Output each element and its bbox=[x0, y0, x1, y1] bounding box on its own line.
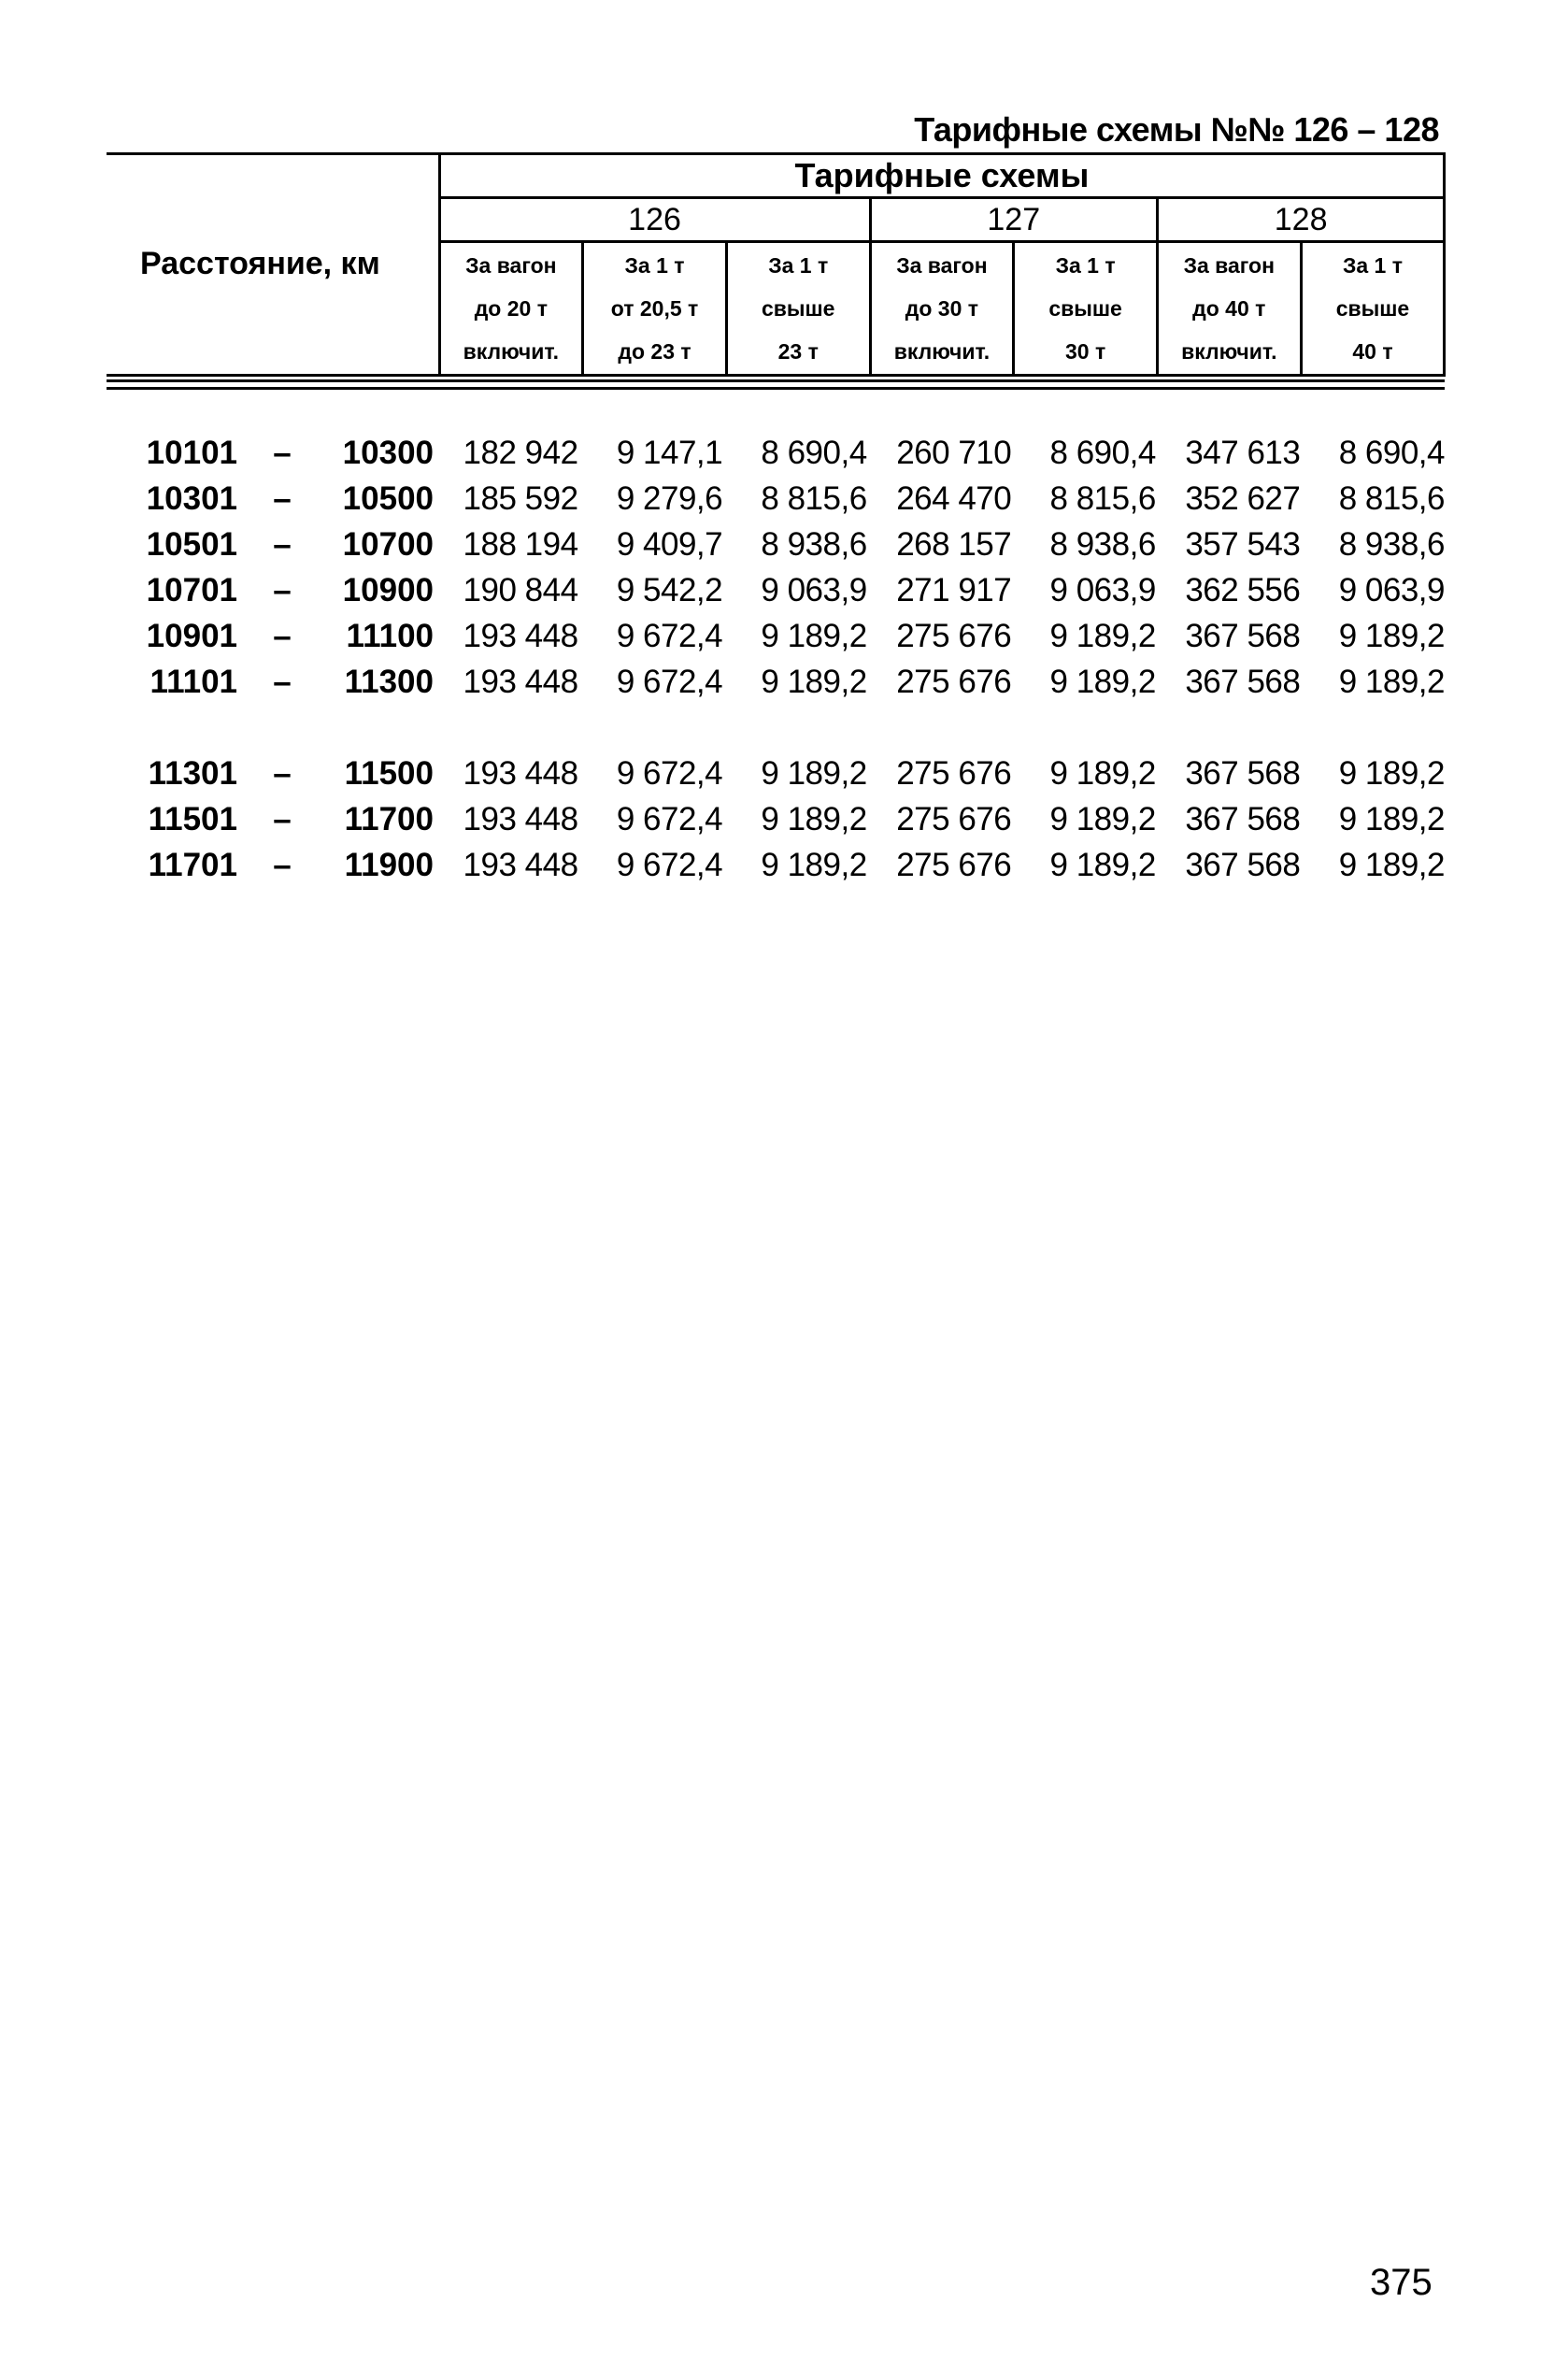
sub-column-line: до 23 т bbox=[618, 339, 691, 364]
range-dash: – bbox=[273, 617, 292, 654]
sub-column-line: За вагон bbox=[896, 253, 988, 278]
sub-column-line: За 1 т bbox=[1055, 253, 1116, 278]
rate-value: 264 470 bbox=[896, 479, 1012, 517]
distance-from: 11501 bbox=[148, 800, 237, 837]
rate-value: 9 189,2 bbox=[1049, 846, 1156, 883]
sub-column-line: За вагон bbox=[465, 253, 557, 278]
rate-value: 190 844 bbox=[463, 571, 578, 608]
rate-value: 8 938,6 bbox=[1049, 525, 1156, 563]
rate-value: 9 189,2 bbox=[1338, 800, 1445, 837]
rate-value: 9 672,4 bbox=[616, 846, 723, 883]
rate-value: 275 676 bbox=[896, 754, 1012, 792]
sub-column-header bbox=[1301, 242, 1445, 376]
distance-to: 11500 bbox=[344, 754, 434, 792]
sub-column-line: 40 т bbox=[1352, 339, 1393, 364]
distance-from: 11301 bbox=[148, 754, 237, 792]
rate-value: 9 672,4 bbox=[616, 663, 723, 700]
range-dash: – bbox=[273, 846, 292, 883]
table-row bbox=[107, 476, 1445, 522]
rate-table-group-1 bbox=[107, 430, 1445, 705]
rate-value: 193 448 bbox=[463, 617, 578, 654]
rate-value: 9 063,9 bbox=[761, 571, 867, 608]
sub-column-line: 23 т bbox=[777, 339, 819, 364]
rate-value: 9 189,2 bbox=[1338, 663, 1445, 700]
distance-from: 10901 bbox=[146, 617, 237, 654]
rate-value: 8 815,6 bbox=[761, 479, 867, 517]
distance-from: 10501 bbox=[146, 525, 237, 563]
table-row bbox=[107, 796, 1445, 842]
sub-column-line: свыше bbox=[761, 296, 835, 321]
scheme-127-header: 127 bbox=[870, 198, 1157, 242]
rate-value: 352 627 bbox=[1185, 479, 1301, 517]
rate-value: 347 613 bbox=[1185, 434, 1301, 471]
distance-to: 11300 bbox=[344, 663, 434, 700]
rate-value: 367 568 bbox=[1185, 663, 1301, 700]
rate-value: 260 710 bbox=[896, 434, 1012, 471]
rate-value: 9 189,2 bbox=[761, 663, 867, 700]
rate-value: 367 568 bbox=[1185, 754, 1301, 792]
rate-value: 9 409,7 bbox=[616, 525, 723, 563]
rate-table-group-2 bbox=[107, 751, 1445, 888]
sub-column-line: свыше bbox=[1335, 296, 1410, 321]
sub-column-line: включит. bbox=[1181, 339, 1277, 364]
rate-value: 9 189,2 bbox=[1338, 754, 1445, 792]
rate-value: 367 568 bbox=[1185, 617, 1301, 654]
table-row bbox=[107, 567, 1445, 613]
rate-value: 9 672,4 bbox=[616, 617, 723, 654]
rate-value: 357 543 bbox=[1185, 525, 1301, 563]
rate-value: 9 063,9 bbox=[1049, 571, 1156, 608]
sub-column-header bbox=[726, 242, 870, 376]
tariff-header-table bbox=[107, 152, 1446, 377]
rate-value: 367 568 bbox=[1185, 846, 1301, 883]
sub-column-line: до 40 т bbox=[1192, 296, 1266, 321]
distance-to: 10300 bbox=[342, 434, 434, 471]
tariff-schemes-header: Тарифные схемы bbox=[439, 154, 1445, 198]
distance-to: 11100 bbox=[346, 617, 434, 654]
rate-value: 9 189,2 bbox=[1338, 846, 1445, 883]
sub-column-line: За 1 т bbox=[1342, 253, 1403, 278]
scheme-126-header: 126 bbox=[439, 198, 870, 242]
sub-column-line: до 30 т bbox=[905, 296, 979, 321]
distance-from: 10301 bbox=[146, 479, 237, 517]
rate-value: 8 690,4 bbox=[1049, 434, 1156, 471]
rate-value: 275 676 bbox=[896, 846, 1012, 883]
header-double-rule-lower bbox=[107, 387, 1445, 390]
rate-value: 268 157 bbox=[896, 525, 1012, 563]
range-dash: – bbox=[273, 434, 292, 471]
table-row bbox=[107, 522, 1445, 567]
rate-value: 193 448 bbox=[463, 800, 578, 837]
distance-to: 10900 bbox=[342, 571, 434, 608]
distance-header: Расстояние, км bbox=[107, 154, 439, 376]
page-title: Тарифные схемы №№ 126 – 128 bbox=[914, 110, 1439, 149]
rate-value: 9 189,2 bbox=[761, 754, 867, 792]
page-number: 375 bbox=[1370, 2262, 1433, 2303]
distance-to: 10500 bbox=[342, 479, 434, 517]
sub-column-line: включит. bbox=[893, 339, 991, 364]
rate-value: 8 938,6 bbox=[1338, 525, 1445, 563]
sub-column-header bbox=[1014, 242, 1158, 376]
range-dash: – bbox=[273, 800, 292, 837]
rate-value: 9 189,2 bbox=[761, 846, 867, 883]
rate-value: 9 189,2 bbox=[1338, 617, 1445, 654]
table-row bbox=[107, 842, 1445, 888]
sub-column-line: За вагон bbox=[1183, 253, 1275, 278]
sub-column-header bbox=[439, 242, 583, 376]
rate-value: 9 189,2 bbox=[761, 800, 867, 837]
distance-from: 10701 bbox=[146, 571, 237, 608]
rate-value: 9 189,2 bbox=[1049, 617, 1156, 654]
rate-value: 193 448 bbox=[463, 846, 578, 883]
table-row bbox=[107, 613, 1445, 659]
rate-value: 9 672,4 bbox=[616, 800, 723, 837]
rate-value: 9 147,1 bbox=[616, 434, 723, 471]
rate-value: 362 556 bbox=[1185, 571, 1301, 608]
range-dash: – bbox=[273, 479, 292, 517]
table-row bbox=[107, 430, 1445, 476]
rate-value: 9 189,2 bbox=[1049, 754, 1156, 792]
rate-value: 8 690,4 bbox=[1338, 434, 1445, 471]
rate-value: 8 938,6 bbox=[761, 525, 867, 563]
rate-value: 9 279,6 bbox=[616, 479, 723, 517]
sub-column-line: включит. bbox=[463, 339, 560, 364]
rate-value: 9 189,2 bbox=[761, 617, 867, 654]
sub-column-line: от 20,5 т bbox=[610, 296, 699, 321]
rate-value: 193 448 bbox=[463, 754, 578, 792]
rate-value: 275 676 bbox=[896, 800, 1012, 837]
rate-value: 193 448 bbox=[463, 663, 578, 700]
distance-to: 11900 bbox=[344, 846, 434, 883]
range-dash: – bbox=[273, 663, 292, 700]
sub-column-line: За 1 т bbox=[624, 253, 685, 278]
rate-value: 9 542,2 bbox=[616, 571, 723, 608]
rate-value: 8 815,6 bbox=[1338, 479, 1445, 517]
distance-to: 10700 bbox=[342, 525, 434, 563]
rate-value: 275 676 bbox=[896, 617, 1012, 654]
sub-column-line: 30 т bbox=[1064, 339, 1106, 364]
rate-value: 9 189,2 bbox=[1049, 663, 1156, 700]
distance-from: 11701 bbox=[148, 846, 237, 883]
rate-value: 9 672,4 bbox=[616, 754, 723, 792]
sub-column-header bbox=[870, 242, 1014, 376]
table-row bbox=[107, 659, 1445, 705]
rate-value: 8 815,6 bbox=[1049, 479, 1156, 517]
rate-value: 182 942 bbox=[463, 434, 578, 471]
range-dash: – bbox=[273, 754, 292, 792]
scheme-128-header: 128 bbox=[1157, 198, 1444, 242]
sub-column-line: свыше bbox=[1048, 296, 1122, 321]
distance-from: 10101 bbox=[146, 434, 237, 471]
rate-value: 367 568 bbox=[1185, 800, 1301, 837]
sub-column-header bbox=[583, 242, 727, 376]
table-row bbox=[107, 751, 1445, 796]
rate-value: 271 917 bbox=[896, 571, 1012, 608]
range-dash: – bbox=[273, 525, 292, 563]
rate-value: 275 676 bbox=[896, 663, 1012, 700]
sub-column-header bbox=[1157, 242, 1301, 376]
sub-column-line: За 1 т bbox=[768, 253, 829, 278]
range-dash: – bbox=[273, 571, 292, 608]
sub-column-line: до 20 т bbox=[474, 296, 548, 321]
rate-value: 9 063,9 bbox=[1338, 571, 1445, 608]
distance-from: 11101 bbox=[150, 663, 237, 700]
rate-value: 188 194 bbox=[463, 525, 578, 563]
distance-to: 11700 bbox=[344, 800, 434, 837]
rate-value: 8 690,4 bbox=[761, 434, 867, 471]
header-double-rule-upper bbox=[107, 379, 1445, 382]
rate-value: 9 189,2 bbox=[1049, 800, 1156, 837]
rate-value: 185 592 bbox=[463, 479, 578, 517]
